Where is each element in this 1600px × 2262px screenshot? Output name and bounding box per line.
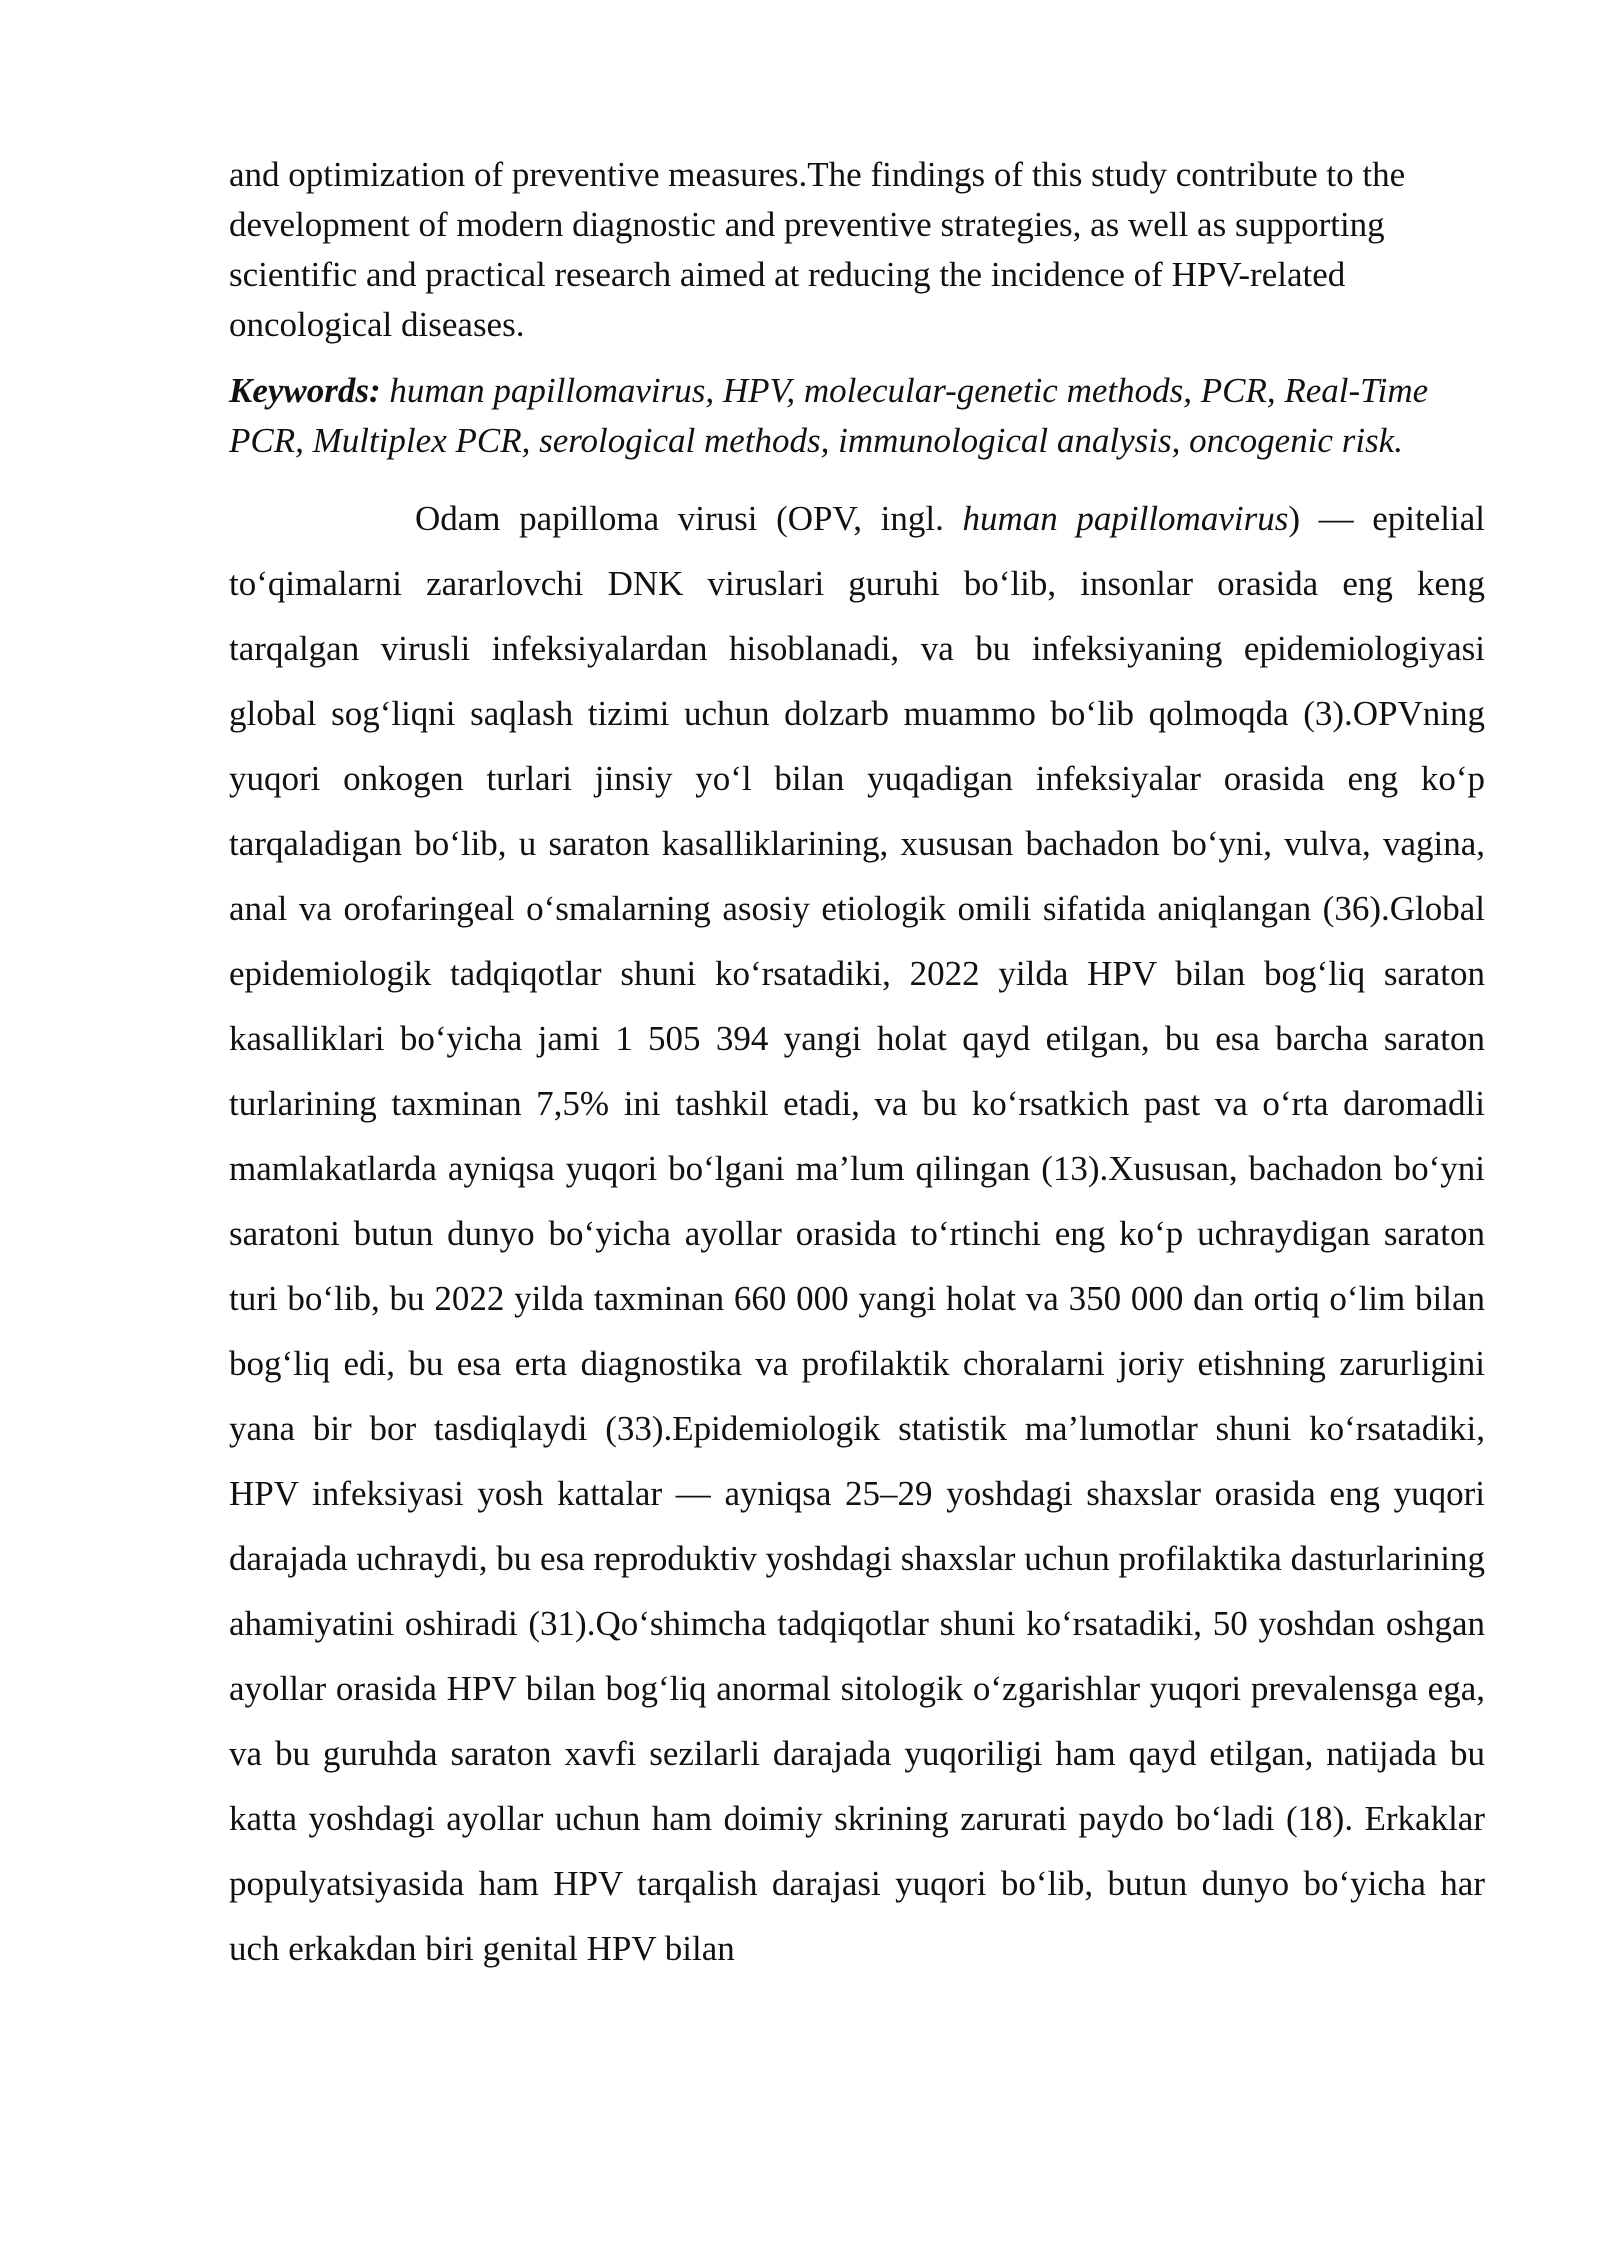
body-text: ) — epitelial to‘qimalarni zararlovchi DNK viruslari guruhi bo‘lib, insonlar orasida eng keng tarqalgan virusli infeksiyalardan hisoblanadi, va bu infeksiyaning epidemiologiyasi global sog‘liqni saqlash tizimi uchun dolzarb muammo bo‘lib qolmoqda (3).OPVning yuqori onkogen turlari jinsiy yo‘l bilan yuqadigan infeksiyalar orasida eng ko‘p tarqaladigan bo‘lib, u saraton kasalliklarining, xususan bachadon bo‘yni, vulva, vagina, anal va orofaringeal o‘smalarning asosiy etiologik omili sifatida aniqlangan (36).Global epidemiologik tadqiqotlar shuni ko‘rsatadiki, 2022 yilda HPV bilan bog‘liq saraton kasalliklari bo‘yicha jami 1 505 394 yangi holat qayd etilgan, bu esa barcha saraton turlarining taxminan 7,5% ini tashkil etadi, va bu ko‘rsatkich past va o‘rta daromadli mamlakatlarda ayniqsa yuqori bo‘lgani ma’lum qilingan (13).Xususan, bachadon bo‘yni saratoni butun dunyo bo‘yicha ayollar orasida to‘rtinchi eng ko‘p uchraydigan saraton turi bo‘lib, bu 2022 yilda taxminan 660 000 yangi holat va 350 000 dan ortiq o‘lim bilan bog‘liq edi, bu esa erta diagnostika va profilaktik choralarni joriy etishning zarurligini yana bir bor tasdiqlaydi (33).Epidemiologik statistik ma’lumotlar shuni ko‘rsatadiki, HPV infeksiyasi yosh kattalar — ayniqsa 25–29 yoshdagi shaxslar orasida eng yuqori darajada uchraydi, bu esa reproduktiv yoshdagi shaxslar uchun profilaktika dasturlarining ahamiyatini oshiradi (31).Qo‘shimcha tadqiqotlar shuni ko‘rsatadiki, 50 yoshdan oshgan ayollar orasida HPV bilan bog‘liq anormal sitologik o‘zgarishlar yuqori prevalensga ega, va bu guruhda saraton xavfi sezilarli darajada yuqoriligi ham qayd etilgan, natijada bu katta yoshdagi ayollar uchun ham doimiy skrining zarurati paydo bo‘ladi (18). Erkaklar populyatsiyasida ham HPV tarqalish darajasi yuqori bo‘lib, butun dunyo bo‘yicha har uch erkakdan biri genital HPV bilan xyxy=(229,499,1485,1968)
keywords-label: Keywords: xyxy=(229,371,381,410)
document-page xyxy=(229,150,1485,1981)
keywords-list: human papillomavirus, HPV, molecular-genetic methods, PCR, Real-Time PCR, Multiplex PCR, serological methods, immunological analysis, oncogenic risk. xyxy=(229,371,1429,460)
body-term: human papillomavirus xyxy=(962,499,1289,538)
keywords-paragraph xyxy=(229,366,1485,466)
abstract-paragraph: and optimization of preventive measures.The findings of this study contribute to the development of modern diagnostic and preventive strategies, as well as supporting scientific and practical research aimed at reducing the incidence of HPV-related oncological diseases. xyxy=(229,155,1406,344)
body-paragraph xyxy=(229,486,1485,1981)
body-lead: Odam papilloma virusi (OPV, ingl. xyxy=(415,499,963,538)
